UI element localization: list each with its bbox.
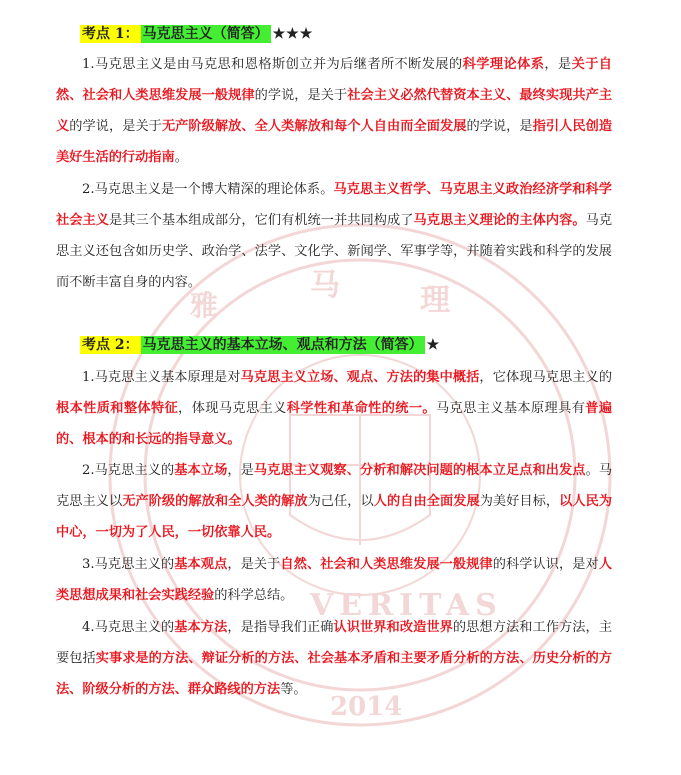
section1-paragraph-2 bbox=[56, 174, 612, 298]
highlighted-text: 基本方法 bbox=[174, 620, 228, 635]
body-text: 是其三个基本组成部分，它们有机统一并共同构成了 bbox=[108, 213, 414, 228]
body-text: 马克思主义还包含如历史学、政治学、法学、文化学、新闻学、军事学等，并随着实践和科学的发展而不断丰富自身的内容。 bbox=[56, 213, 613, 290]
body-text: 。马克思主义以 bbox=[56, 463, 613, 509]
body-text: ，它体现马克思主义的 bbox=[479, 370, 613, 385]
section1-paragraph-1 bbox=[56, 49, 612, 173]
section2-heading bbox=[80, 334, 440, 356]
body-text: 为美好目标， bbox=[479, 494, 560, 509]
svg-text:VERITAS: VERITAS bbox=[310, 588, 503, 623]
highlighted-text: 人类思想成果和社会实践经验 bbox=[56, 557, 613, 603]
body-text: 马克思主义基本原理具有 bbox=[435, 401, 586, 416]
body-text: 等。 bbox=[280, 682, 307, 697]
svg-text:雅: 雅 bbox=[190, 289, 219, 322]
section2-paragraph-2 bbox=[56, 455, 612, 548]
highlighted-text: 基本立场 bbox=[174, 463, 228, 478]
body-text: ，是指导我们正确 bbox=[227, 620, 334, 635]
section1-heading bbox=[80, 23, 313, 45]
section2-paragraph-4 bbox=[56, 612, 612, 705]
section1-stars: ★★★ bbox=[272, 26, 314, 42]
body-text: ，是 bbox=[544, 57, 572, 72]
body-text: 的思想方法和工作方法，主要包括 bbox=[56, 620, 613, 666]
highlighted-text: 普遍的、根本的和长远的指导意义。 bbox=[56, 401, 613, 447]
body-text: 1.马克思主义是由马克思和恩格斯创立并为后继者所不断发展的 bbox=[82, 57, 463, 72]
body-text: 4.马克思主义的 bbox=[82, 620, 175, 635]
body-text: ，是 bbox=[227, 463, 254, 478]
highlighted-text: 基本观点 bbox=[174, 557, 228, 572]
highlighted-text: 无产阶级的解放和全人类的解放 bbox=[122, 494, 308, 509]
highlighted-text: 实事求是的方法、辩证分析的方法、社会基本矛盾和主要矛盾分析的方法、历史分析的方法、阶级分析的方法、群众路线的方法 bbox=[56, 651, 612, 697]
highlighted-text: 无产阶级解放、全人类解放和每个人自由而全面发展 bbox=[161, 119, 467, 134]
body-text: 2.马克思主义是一个博大精深的理论体系。 bbox=[82, 182, 334, 197]
body-text: 的科学总结。 bbox=[214, 588, 294, 603]
body-text: 的学说，是关于 bbox=[69, 119, 162, 134]
body-text: 为己任，以 bbox=[307, 494, 374, 509]
body-text: 的科学认识，是对 bbox=[492, 557, 599, 572]
body-text: ，是关于 bbox=[227, 557, 281, 572]
section2-stars: ★ bbox=[426, 337, 441, 353]
highlighted-text: 马克思主义哲学、马克思主义政治经济学和科学社会主义 bbox=[56, 182, 612, 228]
body-text: 2.马克思主义的 bbox=[82, 463, 175, 478]
section2-paragraph-1 bbox=[56, 362, 612, 455]
body-text: 。 bbox=[174, 150, 188, 165]
highlighted-text: 马克思主义理论的主体内容。 bbox=[413, 213, 586, 228]
highlighted-text: 科学性和革命性的统一。 bbox=[286, 401, 436, 416]
body-text: 3.马克思主义的 bbox=[82, 557, 175, 572]
svg-text:马: 马 bbox=[310, 268, 340, 303]
body-text: 的学说，是 bbox=[466, 119, 533, 134]
svg-text:理: 理 bbox=[420, 283, 450, 318]
highlighted-text: 马克思主义立场、观点、方法的集中概括 bbox=[240, 370, 480, 385]
highlighted-text: 认识世界和改造世界 bbox=[333, 620, 453, 635]
body-text: ，体现马克思主义 bbox=[178, 401, 287, 416]
highlighted-text: 关于自然、社会和人类思维发展一般规律 bbox=[56, 57, 612, 103]
highlighted-text: 社会主义必然代替资本主义、最终实现共产主义 bbox=[56, 88, 613, 134]
body-text: 的学说，是关于 bbox=[254, 88, 348, 103]
highlighted-text: 马克思主义观察、分析和解决问题的根本立足点和出发点 bbox=[253, 463, 586, 478]
highlighted-text: 指引人民创造美好生活的行动指南 bbox=[56, 119, 613, 165]
section2-paragraph-3 bbox=[56, 549, 612, 611]
section1-label: 考点 1： bbox=[82, 26, 139, 42]
highlighted-text: 自然、社会和人类思维发展一般规律 bbox=[280, 557, 493, 572]
body-text: 1.马克思主义基本原理是对 bbox=[82, 370, 241, 385]
highlighted-text: 人的自由全面发展 bbox=[373, 494, 480, 509]
highlighted-text: 科学理论体系 bbox=[462, 57, 545, 72]
highlighted-text: 以人民为中心，一切为了人民，一切依靠人民。 bbox=[56, 494, 613, 540]
section1-title: 马克思主义（简答） bbox=[142, 26, 269, 42]
section2-label: 考点 2： bbox=[82, 337, 139, 353]
highlighted-text: 根本性质和整体特征 bbox=[56, 401, 179, 416]
svg-text:2014: 2014 bbox=[330, 692, 403, 722]
section2-title: 马克思主义的基本立场、观点和方法（简答） bbox=[142, 337, 423, 353]
